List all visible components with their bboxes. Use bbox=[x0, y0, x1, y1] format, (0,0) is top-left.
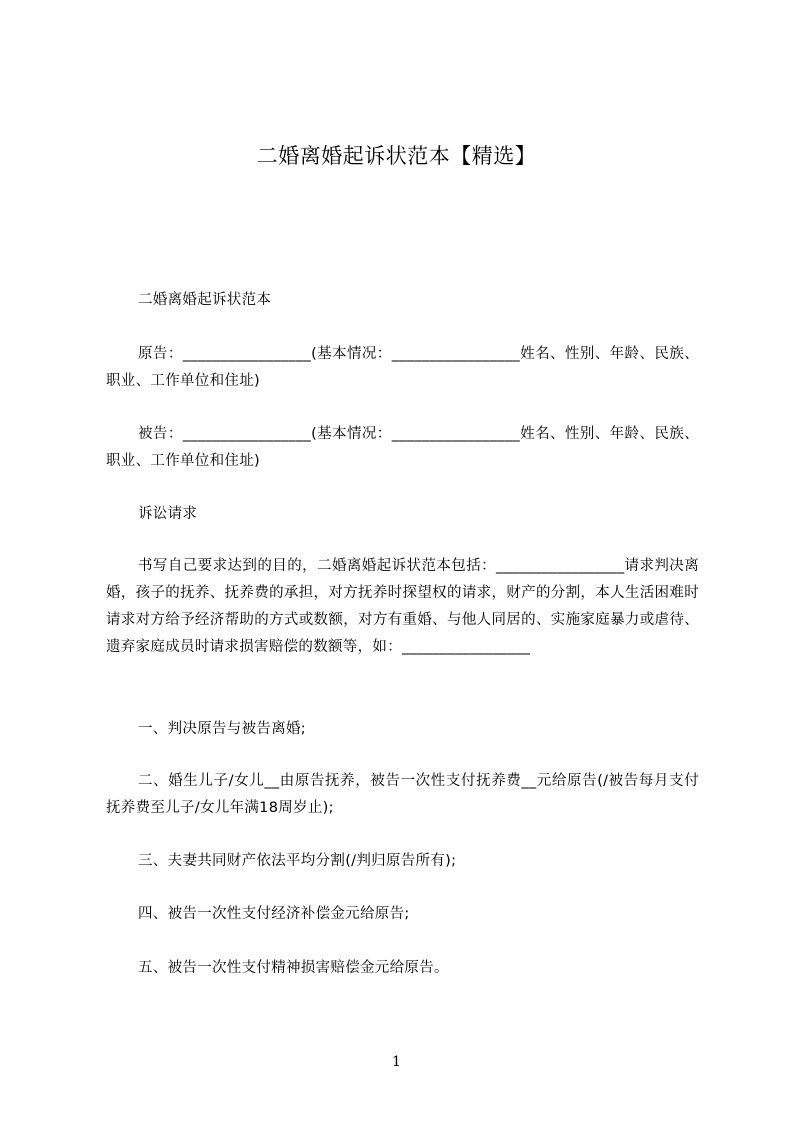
defendant-paragraph: 被告：_________________(基本情况：_________________姓名、性别、年龄、民族、职业、工作单位和住址) bbox=[106, 426, 699, 469]
claim-item-5: 五、被告一次性支付精神损害赔偿金元给原告。 bbox=[138, 960, 449, 976]
section-heading: 二婚离婚起诉状范本 bbox=[138, 292, 272, 308]
plaintiff-paragraph: 原告：_________________(基本情况：_________________姓名、性别、年龄、民族、职业、工作单位和住址) bbox=[106, 346, 699, 389]
page-number: 1 bbox=[392, 1054, 401, 1070]
claim-item-2: 二、婚生儿子/女儿__由原告抚养，被告一次性支付抚养费__元给原告(/被告每月支付抚养费至儿子/女儿年满18周岁止); bbox=[106, 773, 699, 816]
claims-description: 书写自己要求达到的目的，二婚离婚起诉状范本包括：_________________请求判决离婚，孩子的抚养、抚养费的承担，对方抚养时探望权的请求，财产的分割，本人生活困难时请求对方给予经济帮助的方式或数额，对方有重婚、与他人同居的、实施家庭暴力或虐待、遗弃家庭成员时请求损害赔偿的数额等，如：_________________ bbox=[106, 558, 699, 655]
claim-item-3: 三、夫妻共同财产依法平均分割(/判归原告所有); bbox=[138, 853, 457, 869]
document-title: 二婚离婚起诉状范本【精选】 bbox=[256, 144, 537, 168]
claim-item-1: 一、判决原告与被告离婚; bbox=[138, 721, 306, 737]
claim-item-4: 四、被告一次性支付经济补偿金元给原告; bbox=[138, 906, 410, 922]
claims-heading: 诉讼请求 bbox=[138, 506, 198, 522]
